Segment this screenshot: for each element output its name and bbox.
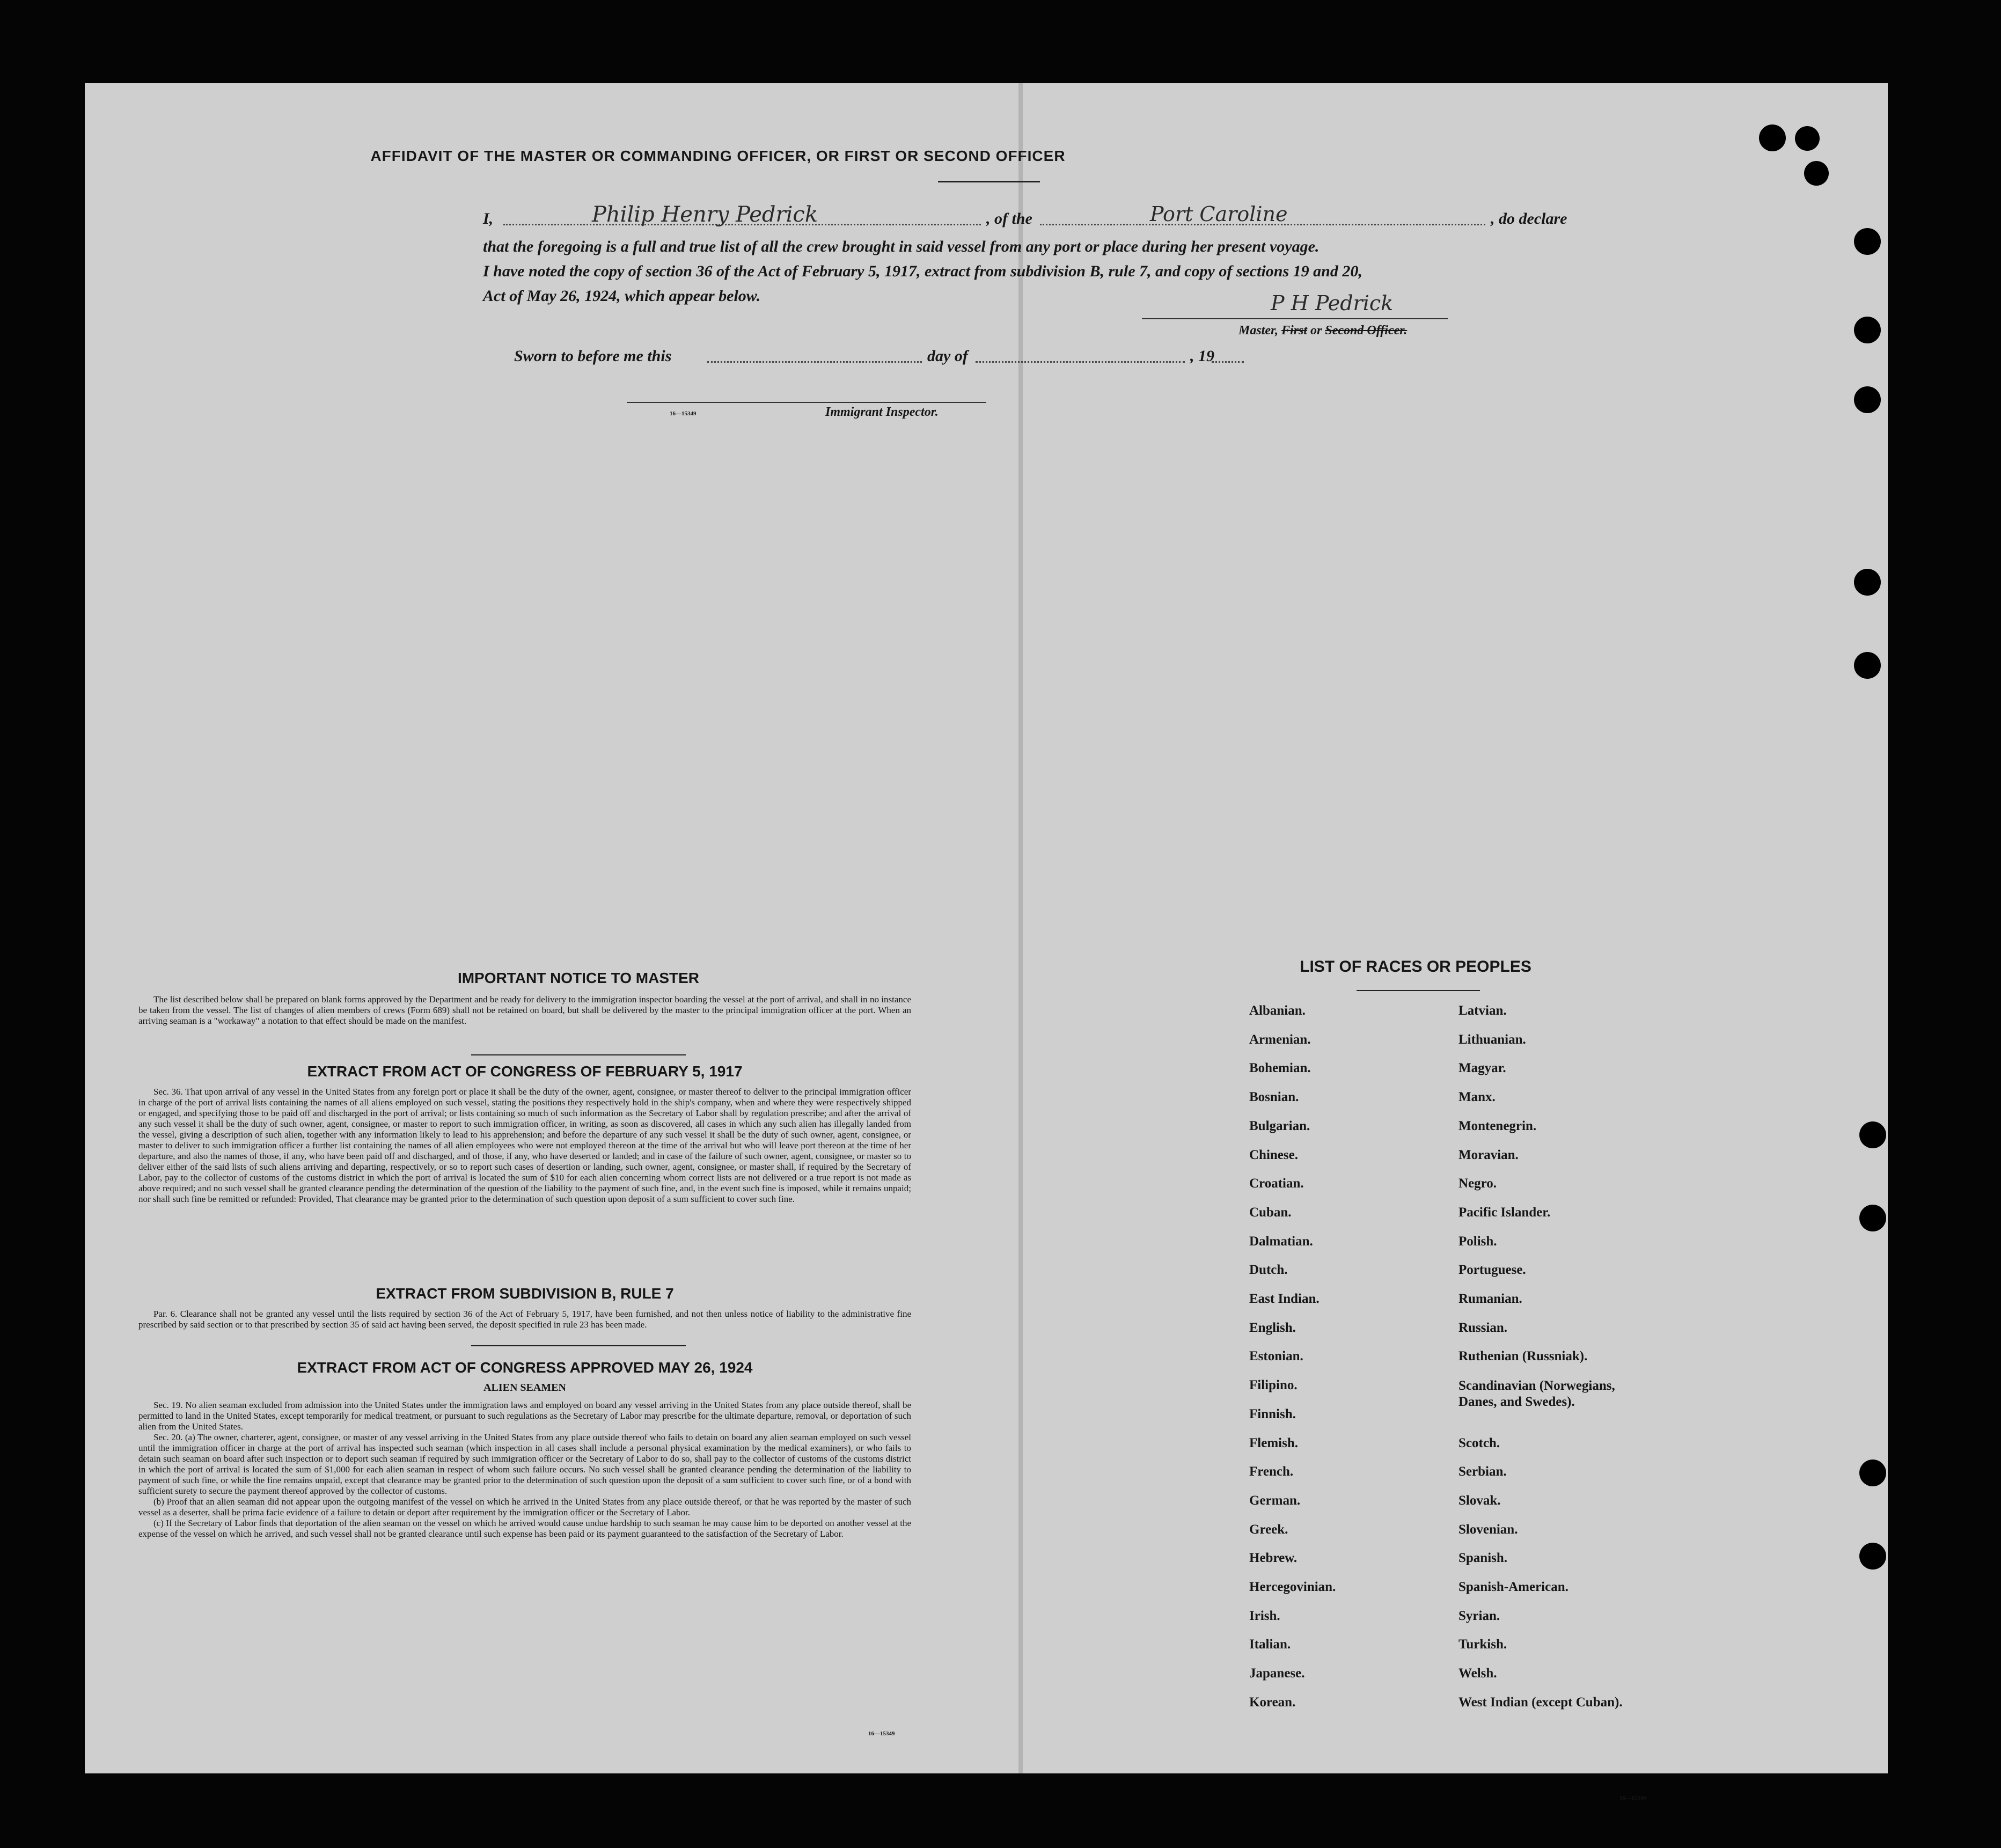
binder-hole	[1854, 386, 1881, 413]
race-item: Magyar.	[1458, 1061, 1506, 1076]
sec20c-text: (c) If the Secretary of Labor finds that deportation of the alien seaman on the vessel on which he arrived would cause undue hardship to such seaman he may cause him to be deported on another vessel at the expense of the vessel on which he arrived, and such vessel shall not be granted clearance until such expense has been paid or its payment guaranteed to the satisfaction of the Secretary of Labor.	[138, 1518, 911, 1539]
declaration-of: , of the	[986, 210, 1032, 228]
binder-hole	[1759, 124, 1786, 151]
sworn-day-of: day of	[927, 347, 968, 365]
signature-line	[1142, 318, 1448, 319]
binder-hole	[1859, 1460, 1886, 1486]
inspector-caption: Immigrant Inspector.	[825, 405, 939, 419]
race-item: French.	[1249, 1464, 1294, 1479]
binder-hole	[1795, 126, 1820, 151]
binder-hole	[1854, 317, 1881, 343]
signature-caption	[1238, 324, 1407, 338]
race-item: Irish.	[1249, 1608, 1280, 1623]
race-item: Negro.	[1458, 1176, 1497, 1191]
subdivision-rule	[471, 1345, 686, 1346]
sworn-day-line	[707, 361, 922, 363]
subdivision-text: Par. 6. Clearance shall not be granted any vessel until the lists required by section 36 of the Act of February 5, 1917, have been furnished, and not then unless notice of liability to the administrative fine prescribed by said section or to that prescribed by section 35 of said act having been served, the deposit specified in rule 23 has been made.	[138, 1309, 911, 1330]
races-heading: LIST OF RACES OR PEOPLES	[1300, 958, 1531, 976]
binder-hole	[1859, 1205, 1886, 1231]
caption-first: First	[1281, 324, 1308, 338]
caption-second: Second Officer.	[1325, 324, 1408, 338]
race-item: Syrian.	[1458, 1608, 1500, 1623]
left-form-number: 16—15349	[868, 1730, 895, 1737]
race-item: Montenegrin.	[1458, 1118, 1537, 1133]
binder-hole	[1859, 1543, 1886, 1570]
race-item: Slovenian.	[1458, 1522, 1518, 1537]
race-item: Scandinavian (Norwegians, Danes, and Swedes).	[1458, 1378, 1615, 1410]
sworn-year-line	[1212, 361, 1244, 363]
sworn-label: Sworn to before me this	[514, 347, 672, 365]
race-item: Finnish.	[1249, 1406, 1296, 1421]
page-fold	[1018, 83, 1023, 1773]
declaration-line-3: Act of May 26, 1924, which appear below.	[483, 287, 761, 305]
alien-seamen-subheading: ALIEN SEAMEN	[483, 1382, 566, 1394]
race-item: Armenian.	[1249, 1032, 1311, 1047]
race-item: Cuban.	[1249, 1205, 1292, 1220]
notice-text: The list described below shall be prepared on blank forms approved by the Department and be ready for delivery to the immigration inspector boarding the vessel at the port of arrival, and shall in no instance be taken from the vessel. The list of changes of alien members of crews (Form 689) shall not be retained on board, but shall be delivered by the master to the principal immigration officer at the port. When an arriving seaman is a "workaway" a notation to that effect should be made on the manifest.	[138, 994, 911, 1026]
extract-1924-heading: EXTRACT FROM ACT OF CONGRESS APPROVED MAY 26, 1924	[297, 1359, 753, 1376]
races-form-number: 16—15349	[1619, 1795, 1646, 1801]
race-item: Turkish.	[1458, 1637, 1507, 1652]
race-item: English.	[1249, 1320, 1296, 1335]
race-item: Estonian.	[1249, 1349, 1303, 1364]
race-item: Albanian.	[1249, 1003, 1306, 1018]
master-signature: P H Pedrick	[1271, 291, 1394, 315]
sworn-month-line	[976, 361, 1185, 363]
race-item: Croatian.	[1249, 1176, 1304, 1191]
affidavit-title: AFFIDAVIT OF THE MASTER OR COMMANDING OFFICER, OR FIRST OR SECOND OFFICER	[370, 148, 1066, 164]
caption-master: Master,	[1238, 324, 1279, 338]
extract-1917-text: Sec. 36. That upon arrival of any vessel in the United States from any foreign port or place it shall be the duty of the owner, agent, consignee, or master thereof to deliver to the principal immigration officer in charge of the port of arrival lists containing the names of all aliens employed on such vessel, stating the positions they respectively hold in the ship's company, when and where they were respectively shipped or engaged, and specifying those to be paid off and discharged in the port of arrival; or lists containing so much of such information as the Secretary of Labor shall by regulation prescribe; and after the arrival of any such vessel it shall be the duty of such owner, agent, consignee, or master to report to such immigration officer, in writing, as soon as discovered, all cases in which any such alien has illegally landed from the vessel, giving a description of such alien, together with any information likely to lead to his apprehension; and before the departure of any such vessel it shall be the duty of such owner, agent, consignee, or master to deliver to such immigration officer a further list containing the names of all alien employees who were not employed thereon at the time of the arrival but who will leave port thereon at the time of her departure, and also the names of those, if any, who have been paid off and discharged, and of those, if any, who have deserted or landed; and in case of the failure of such owner, agent, consignee, or master so to deliver either of the said lists of such aliens arriving and departing, respectively, or so to report such cases of desertion or landing, such owner, agent, consignee, or master shall, if required by the Secretary of Labor, pay to the collector of customs of the customs district in which the port of arrival is located the sum of $10 for each alien concerning whom correct lists are not delivered or a true report is not made as above required; and no such vessel shall be granted clearance pending the determination of the question of the liability to the payment of such fine, and, in the event such fine is imposed, while it remains unpaid; nor shall such fine be remitted or refunded: Provided, That clearance may be granted prior to the determination of such question upon deposit of a sum sufficient to cover such fine.	[138, 1087, 911, 1204]
binder-hole	[1854, 228, 1881, 255]
sworn-year-prefix: , 19	[1190, 347, 1214, 365]
extract-1924-body	[138, 1400, 911, 1539]
race-item: Serbian.	[1458, 1464, 1507, 1479]
declaration-do-declare: , do declare	[1491, 210, 1567, 228]
race-item: Bulgarian.	[1249, 1118, 1310, 1133]
races-rule	[1357, 990, 1480, 991]
race-item: Russian.	[1458, 1320, 1508, 1335]
race-item: Portuguese.	[1458, 1263, 1526, 1278]
race-item: Korean.	[1249, 1695, 1296, 1710]
title-rule	[938, 181, 1040, 182]
race-item: Moravian.	[1458, 1147, 1519, 1162]
race-item: German.	[1249, 1493, 1301, 1508]
binder-hole	[1854, 569, 1881, 596]
race-item: Italian.	[1249, 1637, 1291, 1652]
declaration-line-2: I have noted the copy of section 36 of the Act of February 5, 1917, extract from subdivision B, rule 7, and copy of sections 19 and 20,	[483, 262, 1362, 280]
race-item: Latvian.	[1458, 1003, 1507, 1018]
inspector-line	[627, 402, 986, 403]
declaration-i: I,	[483, 210, 494, 228]
caption-or: or	[1310, 324, 1322, 338]
race-item: Filipino.	[1249, 1378, 1298, 1393]
race-item: Manx.	[1458, 1090, 1496, 1105]
extract-1917-heading: EXTRACT FROM ACT OF CONGRESS OF FEBRUARY 5, 1917	[307, 1063, 743, 1080]
sec20b-text: (b) Proof that an alien seaman did not appear upon the outgoing manifest of the vessel on which he arrived in the United States from any place outside thereof, or that he was reported by the master of such vessel as a deserter, shall be prima facie evidence of a failure to detain or deport after requirement by the immigration officer or the Secretary of Labor.	[138, 1497, 911, 1517]
binder-hole	[1804, 161, 1829, 186]
race-item: Dalmatian.	[1249, 1234, 1313, 1249]
race-item: Greek.	[1249, 1522, 1288, 1537]
inspector-form-number: 16—15349	[670, 410, 697, 417]
race-item: Bosnian.	[1249, 1090, 1299, 1105]
race-item: Scotch.	[1458, 1435, 1500, 1450]
race-item: Slovak.	[1458, 1493, 1501, 1508]
race-item: Japanese.	[1249, 1666, 1305, 1681]
notice-heading: IMPORTANT NOTICE TO MASTER	[457, 970, 700, 986]
master-name-handwritten: Philip Henry Pedrick	[592, 202, 818, 227]
race-item: Ruthenian (Russniak).	[1458, 1349, 1588, 1364]
vessel-handwritten: Port Caroline	[1150, 202, 1288, 226]
notice-rule	[471, 1054, 686, 1055]
sec20a-text: Sec. 20. (a) The owner, charterer, agent, consignee, or master of any vessel arriving in the United States from any place outside thereof who fails to detain on board any alien seaman employed on such vessel until the immigration officer in charge at the port of arrival has inspected such seaman (which inspection in all cases shall include a personal physical examination by the medical examiners), or who fails to detain such seaman on board after such inspection or to deport such seaman if required by such immigration officer or the Secretary of Labor to do so, shall pay to the collector of customs of the customs district in which the port of arrival is located the sum of $1,000 for each alien seaman in respect of whom such failure occurs. No such vessel shall be granted clearance pending the determination of the liability to payment of such fine, or while the fine remains unpaid, except that clearance may be granted prior to the determination of such question upon the deposit of a sum sufficient to cover such fine, or of a bond with sufficient surety to secure the payment thereof approved by the collector of customs.	[138, 1432, 911, 1496]
race-item: East Indian.	[1249, 1292, 1320, 1306]
race-item: Hercegovinian.	[1249, 1580, 1336, 1594]
race-item: Spanish.	[1458, 1551, 1508, 1566]
race-item: Lithuanian.	[1458, 1032, 1526, 1047]
race-item: Spanish-American.	[1458, 1580, 1568, 1594]
race-item: Welsh.	[1458, 1666, 1497, 1681]
race-item: West Indian (except Cuban).	[1458, 1695, 1623, 1710]
race-item: Pacific Islander.	[1458, 1205, 1551, 1220]
race-item: Flemish.	[1249, 1435, 1298, 1450]
race-item: Chinese.	[1249, 1147, 1298, 1162]
race-item: Bohemian.	[1249, 1061, 1311, 1076]
binder-hole	[1854, 652, 1881, 679]
race-item: Rumanian.	[1458, 1292, 1522, 1306]
subdivision-heading: EXTRACT FROM SUBDIVISION B, RULE 7	[376, 1285, 674, 1302]
race-item: Polish.	[1458, 1234, 1497, 1249]
sec19-text: Sec. 19. No alien seaman excluded from admission into the United States under the immigration laws and employed on board any vessel arriving in the United States from any place outside thereof, shall be permitted to land in the United States, except temporarily for medical treatment, or pursuant to such regulations as the Secretary of Labor may prescribe for the ultimate departure, removal, or deportation of such alien from the United States.	[138, 1400, 911, 1432]
declaration-line-1: that the foregoing is a full and true list of all the crew brought in said vessel from any port or place during her present voyage.	[483, 238, 1320, 255]
race-item: Hebrew.	[1249, 1551, 1298, 1566]
race-item: Dutch.	[1249, 1263, 1288, 1278]
form-sheet	[85, 83, 1888, 1801]
binder-hole	[1859, 1121, 1886, 1148]
